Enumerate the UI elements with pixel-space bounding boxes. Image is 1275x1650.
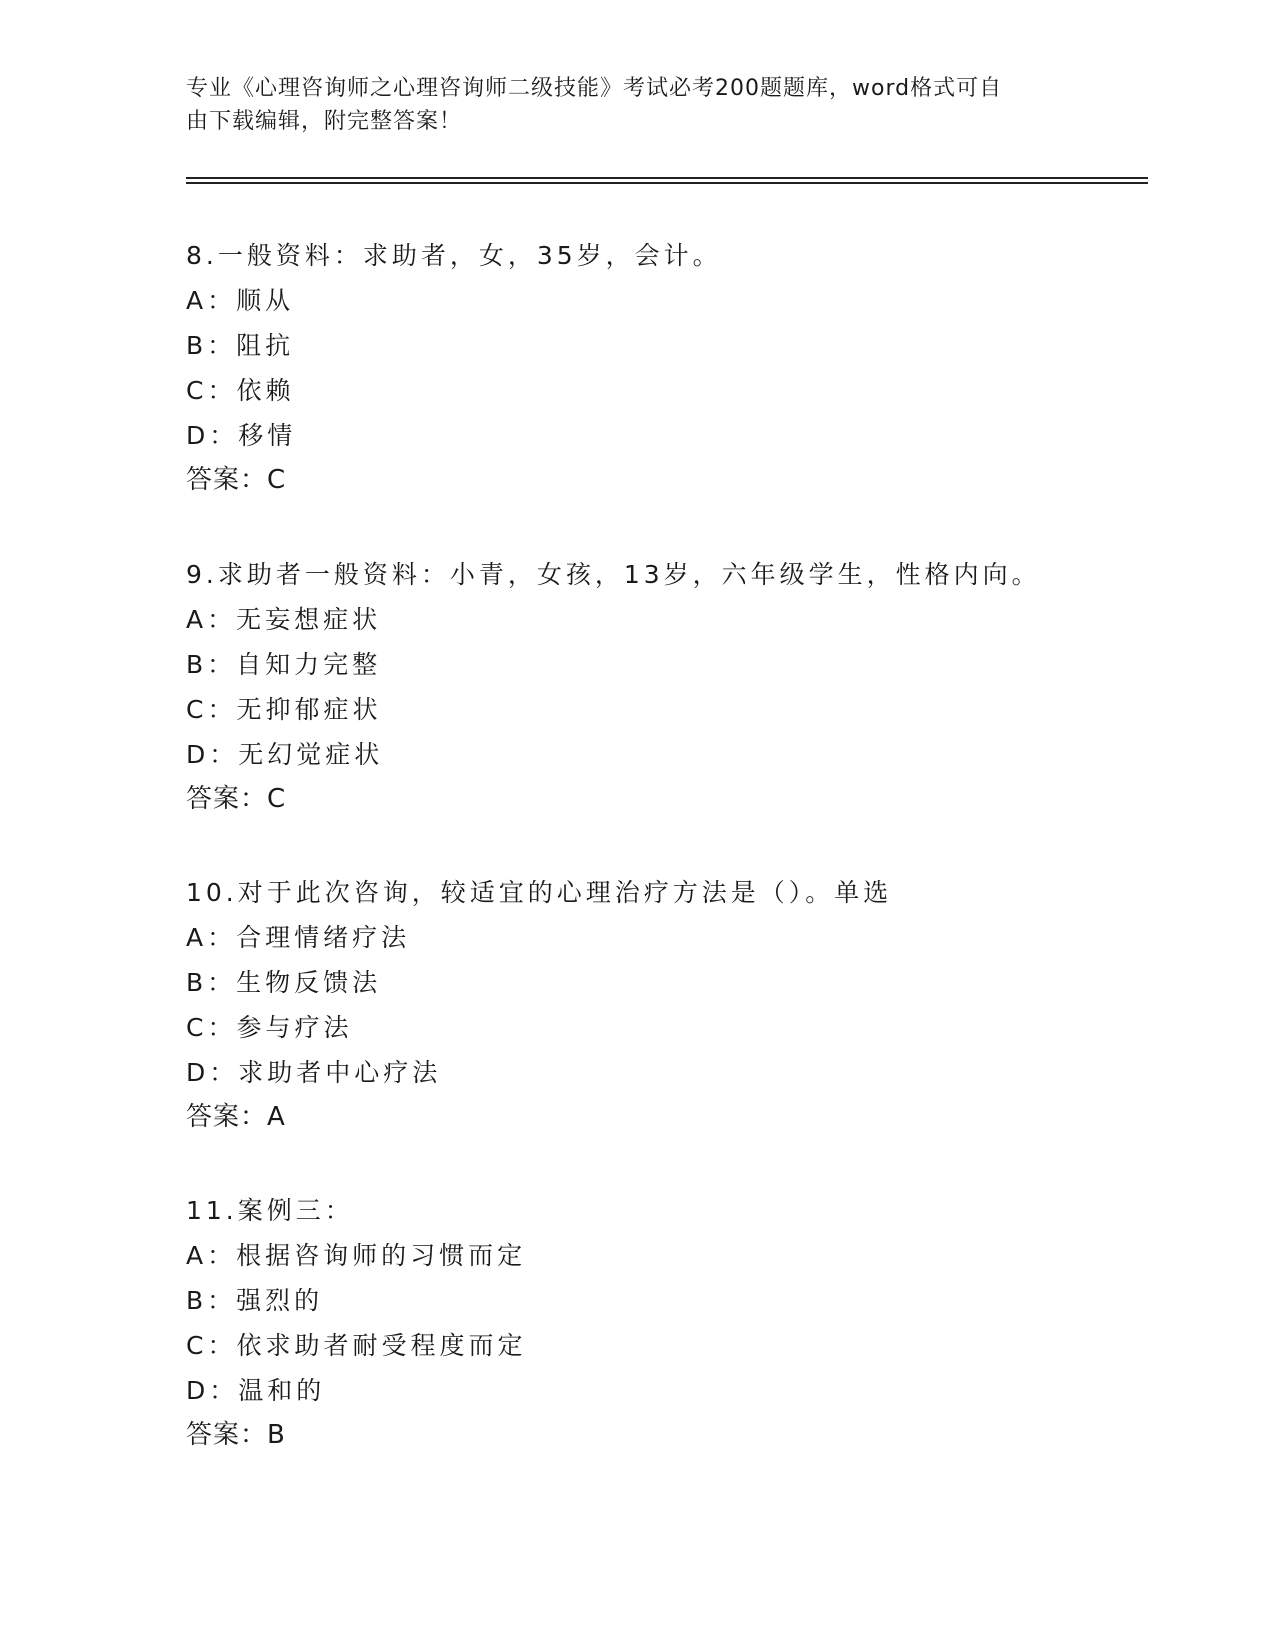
option-d: D：求助者中心疗法 (186, 1058, 442, 1087)
question-stem: 9.求助者一般资料：小青，女孩，13岁，六年级学生，性格内向。 (186, 560, 1041, 589)
option-c: C：依求助者耐受程度而定 (186, 1331, 527, 1360)
answer-line: 答案：B (186, 1420, 286, 1450)
option-d: D：温和的 (186, 1376, 326, 1405)
option-d: D：移情 (186, 421, 297, 450)
option-a: A：顺从 (186, 286, 295, 315)
question-stem: 8.一般资料：求助者，女，35岁，会计。 (186, 241, 722, 270)
header-line-1: 专业《心理咨询师之心理咨询师二级技能》考试必考200题题库，word格式可自 (186, 76, 1003, 101)
question-11 (186, 1188, 1146, 1458)
header-line-2: 由下载编辑，附完整答案！ (186, 109, 463, 134)
answer-line: 答案：C (186, 784, 287, 814)
option-c: C：依赖 (186, 376, 295, 405)
option-a: A：合理情绪疗法 (186, 923, 411, 952)
question-10 (186, 870, 1146, 1140)
document-header (186, 72, 1066, 138)
option-a: A：无妄想症状 (186, 605, 382, 634)
question-stem: 11.案例三： (186, 1196, 354, 1225)
option-b: B：强烈的 (186, 1286, 324, 1315)
option-b: B：阻抗 (186, 331, 295, 360)
header-divider-top (186, 177, 1148, 179)
question-9 (186, 552, 1146, 822)
header-divider-bottom (186, 182, 1148, 184)
question-stem: 10.对于此次咨询，较适宜的心理治疗方法是（）。单选 (186, 878, 893, 907)
option-a: A：根据咨询师的习惯而定 (186, 1241, 527, 1270)
answer-line: 答案：A (186, 1102, 286, 1132)
question-8 (186, 233, 1146, 503)
answer-line: 答案：C (186, 465, 287, 495)
option-b: B：生物反馈法 (186, 968, 382, 997)
option-c: C：无抑郁症状 (186, 695, 382, 724)
option-d: D：无幻觉症状 (186, 740, 384, 769)
option-b: B：自知力完整 (186, 650, 382, 679)
option-c: C：参与疗法 (186, 1013, 353, 1042)
